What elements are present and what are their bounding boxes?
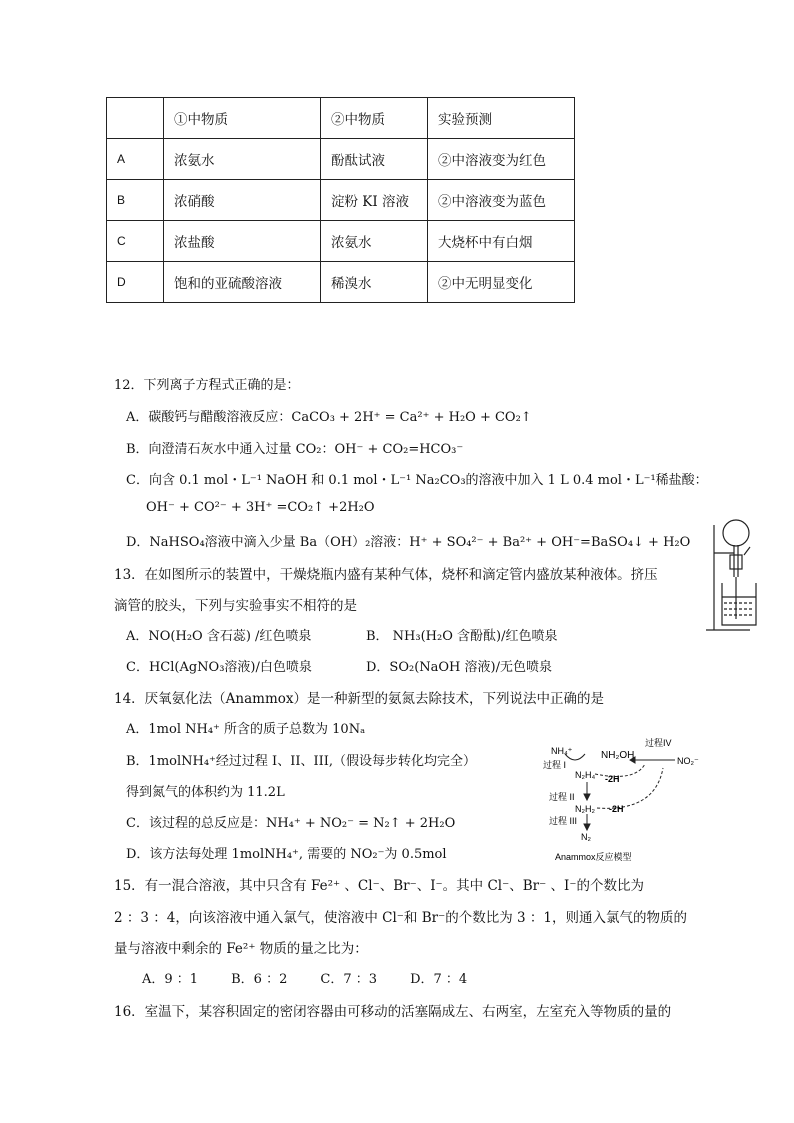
diagram-minus2h-label: -2H — [605, 774, 620, 784]
table-cell: 浓盐酸 — [164, 221, 321, 262]
table-cell: 浓氨水 — [164, 139, 321, 180]
table-cell: ②中溶液变为蓝色 — [428, 180, 575, 221]
q13-option-d: D．SO₂(NaOH 溶液)/无色喷泉 — [366, 660, 552, 675]
q12-option-c-equation: OH⁻ + CO²⁻ + 3H⁺ =CO₂↑ +2H₂O — [146, 500, 375, 515]
q15-line3: 量与溶液中剩余的 Fe²⁺ 物质的量之比为： — [114, 941, 368, 957]
table-cell: 浓硝酸 — [164, 180, 321, 221]
diagram-no2-label: NO₂⁻ — [677, 756, 699, 766]
diagram-n2h2-label: N₂H₂ — [575, 804, 595, 814]
q12-option-b: B．向澄清石灰水中通入过量 CO₂：OH⁻ + CO₂=HCO₃⁻ — [126, 442, 464, 457]
table-header-row — [107, 98, 575, 139]
diagram-minus2h-label-2: -2H — [609, 804, 624, 814]
diagram-process2-label: 过程 II — [549, 792, 575, 802]
table-row — [107, 180, 575, 221]
table-cell: 淀粉 KI 溶液 — [321, 180, 428, 221]
q14-option-c: C．该过程的总反应是：NH₄⁺ + NO₂⁻ = N₂↑ + 2H₂O — [126, 816, 456, 831]
table-row — [107, 262, 575, 303]
table-cell: 实验预测 — [428, 98, 575, 139]
q12-option-d: D．NaHSO₄溶液中滴入少量 Ba（OH）₂溶液：H⁺ + SO₄²⁻ + Ba²⁺ + OH⁻=BaSO₄↓ + H₂O — [126, 535, 691, 550]
q14-option-d: D．该方法每处理 1molNH₄⁺, 需要的 NO₂⁻为 0.5mol — [126, 847, 447, 862]
table-cell: 大烧杯中有白烟 — [428, 221, 575, 262]
table-cell: ②中物质 — [321, 98, 428, 139]
table-row — [107, 139, 575, 180]
q13-stem-line2: 滴管的胶头，下列与实验事实不相符的是 — [114, 598, 357, 614]
table-cell — [107, 98, 164, 139]
table-cell: 酚酞试液 — [321, 139, 428, 180]
diagram-process3-label: 过程 III — [549, 816, 578, 826]
diagram-nh2oh-label: NH₂OH — [601, 750, 635, 761]
q13-stem-line1: 13．在如图所示的装置中，干燥烧瓶内盛有某种气体，烧杯和滴定管内盛放某种液体。挤压 — [114, 567, 658, 583]
table-cell: 稀溴水 — [321, 262, 428, 303]
table-cell: C — [107, 221, 164, 262]
q13-option-b: B． NH₃(H₂O 含酚酞)/红色喷泉 — [366, 629, 558, 644]
diagram-process4-label: 过程IV — [645, 738, 672, 748]
diagram-nh4-label: NH₄⁺ — [551, 746, 573, 756]
q15-line1: 15．有一混合溶液，其中只含有 Fe²⁺ 、Cl⁻、Br⁻、I⁻。其中 Cl⁻、Br⁻ 、I⁻的个数比为 — [114, 878, 644, 894]
table-row — [107, 221, 575, 262]
q15-line2: 2 ：3 ：4，向该溶液中通入氯气，使溶液中 Cl⁻和 Br⁻的个数比为 3 ：1，则通入氯气的物质的 — [114, 910, 687, 926]
q14-option-b: B．1molNH₄⁺经过过程 I、II、III,（假设每步转化均完全） — [126, 754, 476, 769]
q13-option-a: A．NO(H₂O 含石蕊) /红色喷泉 — [126, 629, 312, 644]
diagram-process1-label: 过程 I — [543, 760, 567, 770]
fountain-apparatus-figure — [700, 515, 770, 639]
table-cell: B — [107, 180, 164, 221]
q16-line1: 16．室温下，某容积固定的密闭容器由可移动的活塞隔成左、右两室，左室充入等物质的量的 — [114, 1004, 672, 1020]
anammox-diagram — [535, 732, 715, 871]
table-cell: 饱和的亚硫酸溶液 — [164, 262, 321, 303]
q15-options: A．9 ：1 B．6 ：2 C．7 ：3 D．7 ：4 — [142, 972, 468, 987]
q12-stem: 12．下列离子方程式正确的是： — [114, 378, 300, 393]
diagram-n2h4-label: N₂H₄ — [575, 770, 596, 780]
table-cell: ②中无明显变化 — [428, 262, 575, 303]
q14-option-a: A．1mol NH₄⁺ 所含的质子总数为 10Nₐ — [126, 722, 366, 737]
diagram-n2-label: N₂ — [581, 832, 591, 842]
q14-stem: 14．厌氧氨化法（Anammox）是一种新型的氨氮去除技术，下列说法中正确的是 — [114, 691, 605, 707]
diagram-caption: Anammox反应模型 — [555, 852, 632, 862]
table-cell: A — [107, 139, 164, 180]
table-cell: 浓氨水 — [321, 221, 428, 262]
table-cell: ①中物质 — [164, 98, 321, 139]
experiment-table — [106, 97, 575, 303]
q12-option-c: C．向含 0.1 mol・L⁻¹ NaOH 和 0.1 mol・L⁻¹ Na₂CO₃的溶液中加入 1 L 0.4 mol・L⁻¹稀盐酸： — [126, 473, 708, 488]
q12-option-a: A．碳酸钙与醋酸溶液反应：CaCO₃ + 2H⁺ = Ca²⁺ + H₂O + CO₂↑ — [126, 410, 532, 425]
q14-option-b-cont: 得到氮气的体积约为 11.2L — [126, 785, 285, 800]
table-cell: ②中溶液变为红色 — [428, 139, 575, 180]
table-cell: D — [107, 262, 164, 303]
q13-option-c: C．HCl(AgNO₃溶液)/白色喷泉 — [126, 660, 312, 675]
